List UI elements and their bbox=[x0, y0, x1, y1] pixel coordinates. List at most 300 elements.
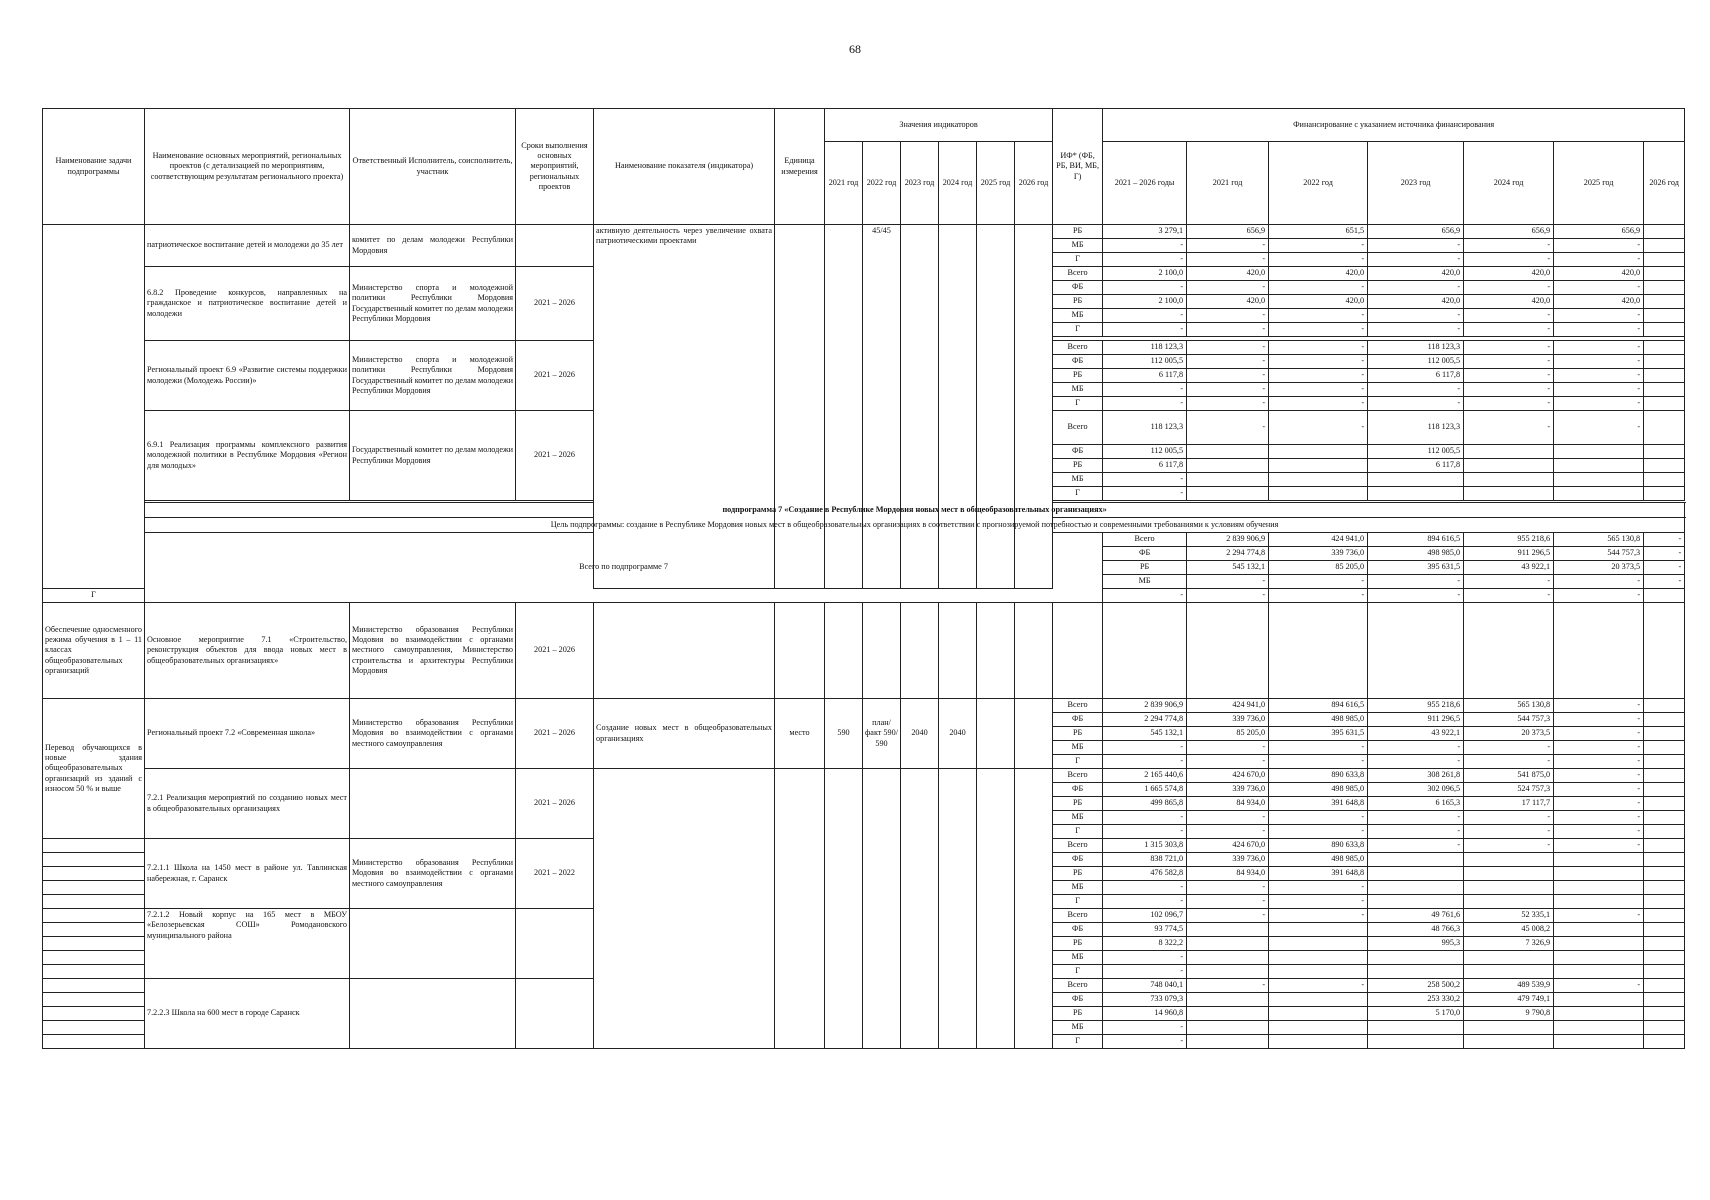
fin-cell: - bbox=[1103, 589, 1187, 603]
source-cell: Всего bbox=[1053, 839, 1103, 853]
fin-cell: - bbox=[1269, 239, 1368, 253]
fin-cell bbox=[1554, 853, 1644, 867]
fin-cell: 420,0 bbox=[1554, 295, 1644, 309]
fin-cell: 565 130,8 bbox=[1554, 533, 1644, 547]
source-cell: МБ bbox=[1053, 239, 1103, 253]
executor-cell: Министерство образования Республики Модовия во взаимодействии с органами местного самоуправления bbox=[350, 839, 516, 909]
ind-cell: 45/45 bbox=[863, 225, 901, 589]
fin-cell bbox=[1269, 487, 1368, 501]
fin-cell: 955 218,6 bbox=[1368, 699, 1464, 713]
fin-cell bbox=[1187, 473, 1269, 487]
fin-cell: 733 079,3 bbox=[1103, 993, 1187, 1007]
fin-cell bbox=[1644, 323, 1685, 337]
fin-cell: 499 865,8 bbox=[1103, 797, 1187, 811]
fin-cell: 420,0 bbox=[1368, 295, 1464, 309]
fin-cell: 656,9 bbox=[1554, 225, 1644, 239]
fin-cell: - bbox=[1187, 309, 1269, 323]
fin-cell bbox=[1269, 473, 1368, 487]
fin-cell: 302 096,5 bbox=[1368, 783, 1464, 797]
fin-cell bbox=[1644, 881, 1685, 895]
fin-cell: - bbox=[1368, 323, 1464, 337]
executor-cell: комитет по делам молодежи Республики Мордовия bbox=[350, 225, 516, 267]
source-cell: РБ bbox=[1053, 1007, 1103, 1021]
fin-cell: - bbox=[1103, 323, 1187, 337]
fin-cell: - bbox=[1103, 281, 1187, 295]
fin-cell: 102 096,7 bbox=[1103, 909, 1187, 923]
header-fin-col: 2021 год bbox=[1187, 142, 1269, 225]
fin-cell: - bbox=[1103, 755, 1187, 769]
fin-cell: 6 117,8 bbox=[1368, 369, 1464, 383]
fin-cell bbox=[1464, 487, 1554, 501]
fin-cell bbox=[1368, 1035, 1464, 1049]
source-cell: РБ bbox=[1053, 459, 1103, 473]
fin-cell bbox=[1644, 309, 1685, 323]
fin-cell: 995,3 bbox=[1368, 937, 1464, 951]
source-cell: ФБ bbox=[1053, 783, 1103, 797]
ind-cell bbox=[1015, 603, 1053, 699]
source-cell: МБ bbox=[1103, 575, 1187, 589]
fin-cell: - bbox=[1554, 825, 1644, 839]
terms-cell bbox=[516, 909, 594, 979]
fin-cell: - bbox=[1269, 253, 1368, 267]
header-fin-col: 2025 год bbox=[1554, 142, 1644, 225]
ind-cell bbox=[977, 769, 1015, 1049]
fin-cell: - bbox=[1554, 323, 1644, 337]
header-unit: Единица измерения bbox=[775, 109, 825, 225]
table-row bbox=[43, 699, 1685, 713]
fin-cell bbox=[1554, 937, 1644, 951]
fin-cell bbox=[1187, 923, 1269, 937]
fin-cell bbox=[1187, 603, 1269, 699]
fin-cell: - bbox=[1554, 713, 1644, 727]
fin-cell bbox=[1464, 445, 1554, 459]
fin-cell bbox=[1644, 965, 1685, 979]
source-cell: Г bbox=[1053, 397, 1103, 411]
fin-cell: - bbox=[1368, 811, 1464, 825]
fin-cell bbox=[1187, 445, 1269, 459]
page-number: 68 bbox=[849, 42, 861, 56]
fin-cell bbox=[1187, 487, 1269, 501]
table-row bbox=[43, 603, 1685, 699]
fin-cell: - bbox=[1187, 575, 1269, 589]
table-row bbox=[43, 518, 1685, 533]
table-row bbox=[43, 225, 1685, 239]
fin-cell: - bbox=[1269, 309, 1368, 323]
task-cell bbox=[43, 979, 145, 993]
fin-cell: 565 130,8 bbox=[1464, 699, 1554, 713]
fin-cell: - bbox=[1464, 741, 1554, 755]
fin-cell: - bbox=[1103, 397, 1187, 411]
source-cell: МБ bbox=[1053, 383, 1103, 397]
fin-cell: 420,0 bbox=[1554, 267, 1644, 281]
fin-cell bbox=[1644, 603, 1685, 699]
fin-cell: 656,9 bbox=[1187, 225, 1269, 239]
fin-cell: - bbox=[1269, 341, 1368, 355]
fin-cell: - bbox=[1187, 755, 1269, 769]
source-cell: ФБ bbox=[1053, 355, 1103, 369]
fin-cell: 479 749,1 bbox=[1464, 993, 1554, 1007]
fin-cell bbox=[1464, 895, 1554, 909]
fin-cell: 838 721,0 bbox=[1103, 853, 1187, 867]
header-measures: Наименование основных мероприятий, региональных проектов (с детализацией по мероприятиям, соответствующим результатам регионального проекта) bbox=[145, 109, 350, 225]
fin-cell: 339 736,0 bbox=[1187, 853, 1269, 867]
fin-cell bbox=[1644, 397, 1685, 411]
fin-cell: 420,0 bbox=[1464, 267, 1554, 281]
header-year: 2022 год bbox=[863, 142, 901, 225]
task-cell: Обеспечение односменного режима обучения в 1 – 11 классах общеобразовательных организаций bbox=[43, 603, 145, 699]
source-cell: РБ bbox=[1103, 561, 1187, 575]
fin-cell: 395 631,5 bbox=[1368, 561, 1464, 575]
measure-cell: Региональный проект 7.2 «Современная школа» bbox=[145, 699, 350, 769]
fin-cell: 656,9 bbox=[1368, 225, 1464, 239]
fin-cell: - bbox=[1554, 355, 1644, 369]
fin-cell bbox=[1644, 783, 1685, 797]
fin-cell: 545 132,1 bbox=[1103, 727, 1187, 741]
unit-cell bbox=[775, 603, 825, 699]
fin-cell: - bbox=[1103, 487, 1187, 501]
fin-cell: 420,0 bbox=[1368, 267, 1464, 281]
fin-cell: 6 117,8 bbox=[1368, 459, 1464, 473]
fin-cell bbox=[1269, 603, 1368, 699]
fin-cell: - bbox=[1554, 909, 1644, 923]
fin-cell: - bbox=[1554, 699, 1644, 713]
executor-cell bbox=[350, 909, 516, 979]
fin-cell: 424 670,0 bbox=[1187, 839, 1269, 853]
fin-cell: 43 922,1 bbox=[1464, 561, 1554, 575]
fin-cell: - bbox=[1269, 575, 1368, 589]
fin-cell: - bbox=[1269, 411, 1368, 445]
fin-cell: - bbox=[1464, 589, 1554, 603]
fin-cell bbox=[1644, 993, 1685, 1007]
fin-cell: 911 296,5 bbox=[1368, 713, 1464, 727]
fin-cell: 6 117,8 bbox=[1103, 459, 1187, 473]
executor-cell bbox=[350, 979, 516, 1049]
fin-cell: - bbox=[1269, 281, 1368, 295]
header-indicator: Наименование показателя (индикатора) bbox=[594, 109, 775, 225]
fin-cell: 498 985,0 bbox=[1269, 783, 1368, 797]
fin-cell: - bbox=[1269, 811, 1368, 825]
fin-cell: 20 373,5 bbox=[1464, 727, 1554, 741]
table-row bbox=[43, 533, 1685, 547]
fin-cell: - bbox=[1554, 769, 1644, 783]
task-cell bbox=[43, 1035, 145, 1049]
fin-cell: - bbox=[1464, 825, 1554, 839]
task-cell bbox=[43, 909, 145, 923]
fin-cell bbox=[1269, 1035, 1368, 1049]
source-cell: Г bbox=[1053, 253, 1103, 267]
fin-cell: - bbox=[1269, 397, 1368, 411]
fin-cell bbox=[1464, 881, 1554, 895]
fin-cell: - bbox=[1464, 309, 1554, 323]
task-cell bbox=[43, 937, 145, 951]
fin-cell: 118 123,3 bbox=[1103, 341, 1187, 355]
source-cell: МБ bbox=[1053, 309, 1103, 323]
fin-cell: 420,0 bbox=[1269, 267, 1368, 281]
task-cell bbox=[43, 881, 145, 895]
task-cell bbox=[43, 993, 145, 1007]
fin-cell: - bbox=[1103, 1035, 1187, 1049]
executor-cell: Министерство образования Республики Модовия во взаимодействии с органами местного самоуправления, Министерство строительства и архитектуры Республики Мордовия bbox=[350, 603, 516, 699]
fin-cell bbox=[1644, 295, 1685, 309]
fin-cell: - bbox=[1187, 589, 1269, 603]
indicator-cell: активную деятельность через увеличение охвата патриотическими проектами bbox=[594, 225, 775, 589]
fin-cell: 651,5 bbox=[1269, 225, 1368, 239]
fin-cell bbox=[1644, 951, 1685, 965]
fin-cell: - bbox=[1554, 727, 1644, 741]
fin-cell: - bbox=[1187, 323, 1269, 337]
fin-cell bbox=[1269, 1021, 1368, 1035]
fin-cell bbox=[1368, 965, 1464, 979]
fin-cell: 489 539,9 bbox=[1464, 979, 1554, 993]
terms-cell: 2021 – 2026 bbox=[516, 341, 594, 411]
fin-cell: - bbox=[1554, 309, 1644, 323]
source-cell: МБ bbox=[1053, 881, 1103, 895]
header-values-group: Значения индикаторов bbox=[825, 109, 1053, 142]
fin-cell: 118 123,3 bbox=[1368, 411, 1464, 445]
executor-cell: Министерство образования Республики Модовия во взаимодействии с органами местного самоуправления bbox=[350, 699, 516, 769]
fin-cell: - bbox=[1368, 253, 1464, 267]
fin-cell: - bbox=[1269, 383, 1368, 397]
fin-cell bbox=[1464, 853, 1554, 867]
fin-cell bbox=[1644, 909, 1685, 923]
fin-cell: 93 774,5 bbox=[1103, 923, 1187, 937]
fin-cell: - bbox=[1103, 253, 1187, 267]
fin-cell bbox=[1464, 459, 1554, 473]
fin-cell: - bbox=[1644, 533, 1685, 547]
fin-cell: 84 934,0 bbox=[1187, 867, 1269, 881]
fin-cell: 118 123,3 bbox=[1103, 411, 1187, 445]
fin-cell: 14 960,8 bbox=[1103, 1007, 1187, 1021]
table-row bbox=[43, 503, 1685, 518]
source-cell: Всего bbox=[1053, 909, 1103, 923]
task-cell bbox=[43, 225, 145, 589]
source-cell: РБ bbox=[1053, 295, 1103, 309]
fin-cell: - bbox=[1368, 589, 1464, 603]
fin-cell bbox=[1187, 1007, 1269, 1021]
fin-cell: - bbox=[1187, 383, 1269, 397]
fin-cell bbox=[1554, 965, 1644, 979]
measure-cell: 7.2.1.2 Новый корпус на 165 мест в МБОУ «Белозерьевская СОШ» Ромодановского муниципального района bbox=[145, 909, 350, 979]
fin-cell: - bbox=[1554, 839, 1644, 853]
fin-cell bbox=[1464, 1035, 1554, 1049]
header-year: 2023 год bbox=[901, 142, 939, 225]
fin-cell: - bbox=[1464, 369, 1554, 383]
fin-cell: 52 335,1 bbox=[1464, 909, 1554, 923]
source-cell: РБ bbox=[1053, 867, 1103, 881]
source-cell: Всего bbox=[1053, 699, 1103, 713]
task-cell bbox=[43, 923, 145, 937]
fin-cell bbox=[1554, 993, 1644, 1007]
fin-cell: - bbox=[1187, 397, 1269, 411]
fin-cell: 9 790,8 bbox=[1464, 1007, 1554, 1021]
fin-cell: - bbox=[1103, 811, 1187, 825]
fin-cell bbox=[1644, 445, 1685, 459]
header-fin-col: 2023 год bbox=[1368, 142, 1464, 225]
fin-cell: - bbox=[1187, 825, 1269, 839]
fin-cell: 545 132,1 bbox=[1187, 561, 1269, 575]
fin-cell: 498 985,0 bbox=[1269, 713, 1368, 727]
ind-cell: план/ факт 590/ 590 bbox=[863, 699, 901, 769]
fin-cell bbox=[1644, 281, 1685, 295]
fin-cell: - bbox=[1368, 839, 1464, 853]
fin-cell bbox=[1464, 473, 1554, 487]
fin-cell: 391 648,8 bbox=[1269, 797, 1368, 811]
executor-cell: Министерство спорта и молодежной политики Республики Мордовия Государственный комитет по делам молодежи Республики Мордовия bbox=[350, 341, 516, 411]
source-cell: ФБ bbox=[1053, 713, 1103, 727]
fin-cell: - bbox=[1644, 575, 1685, 589]
fin-cell bbox=[1644, 769, 1685, 783]
fin-cell bbox=[1644, 923, 1685, 937]
fin-cell bbox=[1269, 1007, 1368, 1021]
source-cell: Г bbox=[1053, 895, 1103, 909]
measure-cell: Основное мероприятие 7.1 «Строительство, реконструкция объектов для ввода новых мест в общеобразовательных организациях» bbox=[145, 603, 350, 699]
fin-cell bbox=[1644, 369, 1685, 383]
task-cell bbox=[43, 951, 145, 965]
source-cell: МБ bbox=[1053, 473, 1103, 487]
fin-cell: - bbox=[1554, 589, 1644, 603]
source-cell: Всего bbox=[1053, 769, 1103, 783]
fin-cell: 339 736,0 bbox=[1187, 783, 1269, 797]
fin-cell bbox=[1554, 881, 1644, 895]
ind-cell bbox=[1015, 699, 1053, 769]
terms-cell bbox=[516, 225, 594, 267]
source-cell: Всего bbox=[1053, 979, 1103, 993]
terms-cell: 2021 – 2022 bbox=[516, 839, 594, 909]
fin-cell: - bbox=[1464, 839, 1554, 853]
source-cell: Г bbox=[1053, 1035, 1103, 1049]
fin-cell bbox=[1554, 1035, 1644, 1049]
fin-cell: - bbox=[1187, 355, 1269, 369]
fin-cell bbox=[1554, 459, 1644, 473]
fin-cell: - bbox=[1554, 239, 1644, 253]
measure-cell: 7.2.1 Реализация мероприятий по созданию новых мест в общеобразовательных организациях bbox=[145, 769, 350, 839]
fin-cell: - bbox=[1187, 909, 1269, 923]
ind-cell bbox=[825, 769, 863, 1049]
header-fin-col: 2022 год bbox=[1269, 142, 1368, 225]
terms-cell: 2021 – 2026 bbox=[516, 603, 594, 699]
ind-cell bbox=[825, 603, 863, 699]
measure-cell: 6.9.1 Реализация программы комплексного развития молодежной политики в Республике Мордовия «Регион для молодых» bbox=[145, 411, 350, 501]
fin-cell bbox=[1644, 1021, 1685, 1035]
source-cell: МБ bbox=[1053, 951, 1103, 965]
header-fin-col: 2024 год bbox=[1464, 142, 1554, 225]
fin-cell bbox=[1464, 1021, 1554, 1035]
source-cell: Всего bbox=[1103, 533, 1187, 547]
fin-cell: 8 322,2 bbox=[1103, 937, 1187, 951]
fin-cell bbox=[1644, 239, 1685, 253]
source-cell: ФБ bbox=[1053, 281, 1103, 295]
fin-cell bbox=[1103, 603, 1187, 699]
fin-cell: 748 040,1 bbox=[1103, 979, 1187, 993]
fin-cell: 424 670,0 bbox=[1187, 769, 1269, 783]
fin-cell bbox=[1644, 487, 1685, 501]
fin-cell: 339 736,0 bbox=[1187, 713, 1269, 727]
fin-cell: - bbox=[1464, 281, 1554, 295]
fin-cell bbox=[1269, 951, 1368, 965]
source-cell: Всего bbox=[1053, 267, 1103, 281]
fin-cell bbox=[1554, 445, 1644, 459]
source-cell: МБ bbox=[1053, 741, 1103, 755]
fin-cell bbox=[1368, 1021, 1464, 1035]
fin-cell: - bbox=[1464, 397, 1554, 411]
task-cell: Перевод обучающихся в новые здания общеобразовательных организаций из зданий с износом 50 % и выше bbox=[43, 699, 145, 839]
ind-cell bbox=[977, 699, 1015, 769]
fin-cell: - bbox=[1269, 741, 1368, 755]
fin-cell: 112 005,5 bbox=[1368, 445, 1464, 459]
fin-cell: - bbox=[1103, 951, 1187, 965]
indicator-cell: Создание новых мест в общеобразовательных организациях bbox=[594, 699, 775, 769]
source-cell: Г bbox=[1053, 487, 1103, 501]
fin-cell: - bbox=[1554, 811, 1644, 825]
fin-cell: - bbox=[1554, 575, 1644, 589]
fin-cell: 85 205,0 bbox=[1269, 561, 1368, 575]
fin-cell: 5 170,0 bbox=[1368, 1007, 1464, 1021]
fin-cell: - bbox=[1187, 741, 1269, 755]
fin-cell: 420,0 bbox=[1187, 267, 1269, 281]
fin-cell: 894 616,5 bbox=[1269, 699, 1368, 713]
fin-cell bbox=[1644, 811, 1685, 825]
fin-cell: 3 279,1 bbox=[1103, 225, 1187, 239]
header-source: ИФ* (ФБ, РБ, ВИ, МБ, Г) bbox=[1053, 109, 1103, 225]
fin-cell: 112 005,5 bbox=[1103, 445, 1187, 459]
indicator-cell bbox=[594, 603, 775, 699]
fin-cell: - bbox=[1554, 383, 1644, 397]
fin-cell bbox=[1187, 951, 1269, 965]
fin-cell bbox=[1187, 1021, 1269, 1035]
fin-cell: - bbox=[1368, 755, 1464, 769]
fin-cell: - bbox=[1103, 1021, 1187, 1035]
source-cell: Г bbox=[1053, 825, 1103, 839]
fin-cell: - bbox=[1368, 397, 1464, 411]
fin-cell: - bbox=[1103, 895, 1187, 909]
fin-cell: 2 294 774,8 bbox=[1103, 713, 1187, 727]
source-cell: Г bbox=[1053, 755, 1103, 769]
fin-cell bbox=[1644, 341, 1685, 355]
fin-cell bbox=[1464, 965, 1554, 979]
fin-cell: - bbox=[1269, 369, 1368, 383]
fin-cell: 544 757,3 bbox=[1554, 547, 1644, 561]
source-cell: ФБ bbox=[1103, 547, 1187, 561]
fin-cell bbox=[1644, 979, 1685, 993]
source-cell: Г bbox=[1053, 323, 1103, 337]
subprogram-title: подпрограмма 7 «Создание в Республике Мордовия новых мест в общеобразовательных организациях» bbox=[145, 503, 1685, 518]
ind-cell bbox=[863, 769, 901, 1049]
indicator-cell bbox=[594, 769, 775, 1049]
fin-cell bbox=[1554, 951, 1644, 965]
ind-cell: 590 bbox=[825, 699, 863, 769]
fin-cell: - bbox=[1464, 383, 1554, 397]
source-cell: ФБ bbox=[1053, 923, 1103, 937]
fin-cell: - bbox=[1464, 323, 1554, 337]
source-cell: МБ bbox=[1053, 811, 1103, 825]
fin-cell: - bbox=[1554, 369, 1644, 383]
fin-cell: - bbox=[1554, 397, 1644, 411]
fin-cell: - bbox=[1103, 239, 1187, 253]
fin-cell bbox=[1644, 1007, 1685, 1021]
fin-cell: 48 766,3 bbox=[1368, 923, 1464, 937]
ind-cell bbox=[901, 769, 939, 1049]
fin-cell bbox=[1644, 853, 1685, 867]
fin-cell bbox=[1644, 797, 1685, 811]
fin-cell: - bbox=[1103, 881, 1187, 895]
fin-cell: - bbox=[1464, 239, 1554, 253]
fin-cell: - bbox=[1554, 411, 1644, 445]
ind-cell bbox=[977, 603, 1015, 699]
source-cell: РБ bbox=[1053, 937, 1103, 951]
executor-cell bbox=[350, 769, 516, 839]
fin-cell: 253 330,2 bbox=[1368, 993, 1464, 1007]
ind-cell bbox=[939, 769, 977, 1049]
